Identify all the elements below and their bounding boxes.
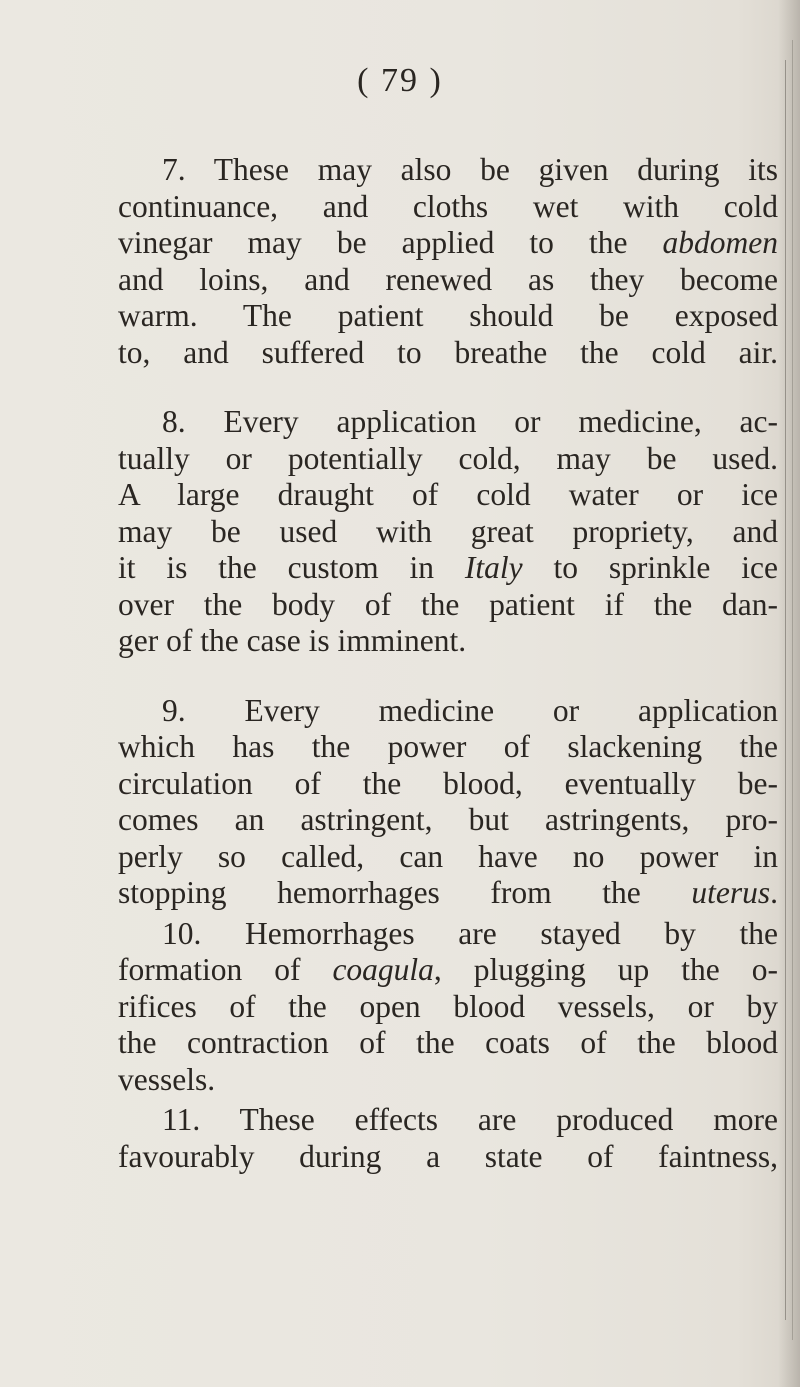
text-line: vinegar may be applied to the abdomen <box>118 225 778 260</box>
text-line: 10. Hemorrhages are stayed by the <box>162 915 778 951</box>
text-line: 8. Every application or medicine, ac- <box>162 404 778 439</box>
text-line: may be used with great propriety, and <box>118 513 778 549</box>
paragraph-10 <box>118 916 778 1099</box>
text-line: tually or potentially cold, may be used. <box>118 440 778 476</box>
paragraph-9 <box>118 693 778 912</box>
page-edge-line <box>785 60 786 1320</box>
text-line: warm. The patient should be exposed <box>118 298 778 333</box>
page-edge-line <box>792 40 793 1340</box>
text-line: vessels. <box>118 1061 216 1097</box>
body-text <box>118 152 778 1175</box>
page-edge-shadow <box>778 0 800 1387</box>
paragraph-gap <box>118 660 778 693</box>
text-line: 7. These may also be given during its <box>162 152 778 187</box>
paragraph-7 <box>118 152 778 371</box>
text-line: over the body of the patient if the dan- <box>118 586 778 622</box>
page-number: ( 79 ) <box>357 62 443 99</box>
text-line: 9. Every medicine or application <box>162 692 778 728</box>
text-line: comes an astringent, but astringents, pro- <box>118 802 778 837</box>
paragraph-gap <box>118 371 778 404</box>
text-line: the contraction of the coats of the blood <box>118 1025 778 1060</box>
text-line: stopping hemorrhages from the uterus. <box>118 875 778 910</box>
text-line: A large draught of cold water or ice <box>118 477 778 512</box>
text-line: it is the custom in Italy to sprinkle ice <box>118 550 778 585</box>
text-line: and loins, and renewed as they become <box>118 261 778 297</box>
text-line: which has the power of slackening the <box>118 729 778 764</box>
text-line: to, and suffered to breathe the cold air. <box>118 334 778 370</box>
paragraph-11 <box>118 1102 778 1175</box>
text-line: rifices of the open blood vessels, or by <box>118 988 778 1024</box>
text-line: 11. These effects are produced more <box>162 1102 778 1137</box>
text-line: ger of the case is imminent. <box>118 623 467 658</box>
text-line: perly so called, can have no power in <box>118 838 778 874</box>
paragraph-8 <box>118 404 778 660</box>
text-line: favourably during a state of faintness, <box>118 1138 778 1174</box>
text-line: formation of coagula, plugging up the o- <box>118 952 778 987</box>
text-line: circulation of the blood, eventually be- <box>118 765 778 801</box>
text-line: continuance, and cloths wet with cold <box>118 188 778 224</box>
